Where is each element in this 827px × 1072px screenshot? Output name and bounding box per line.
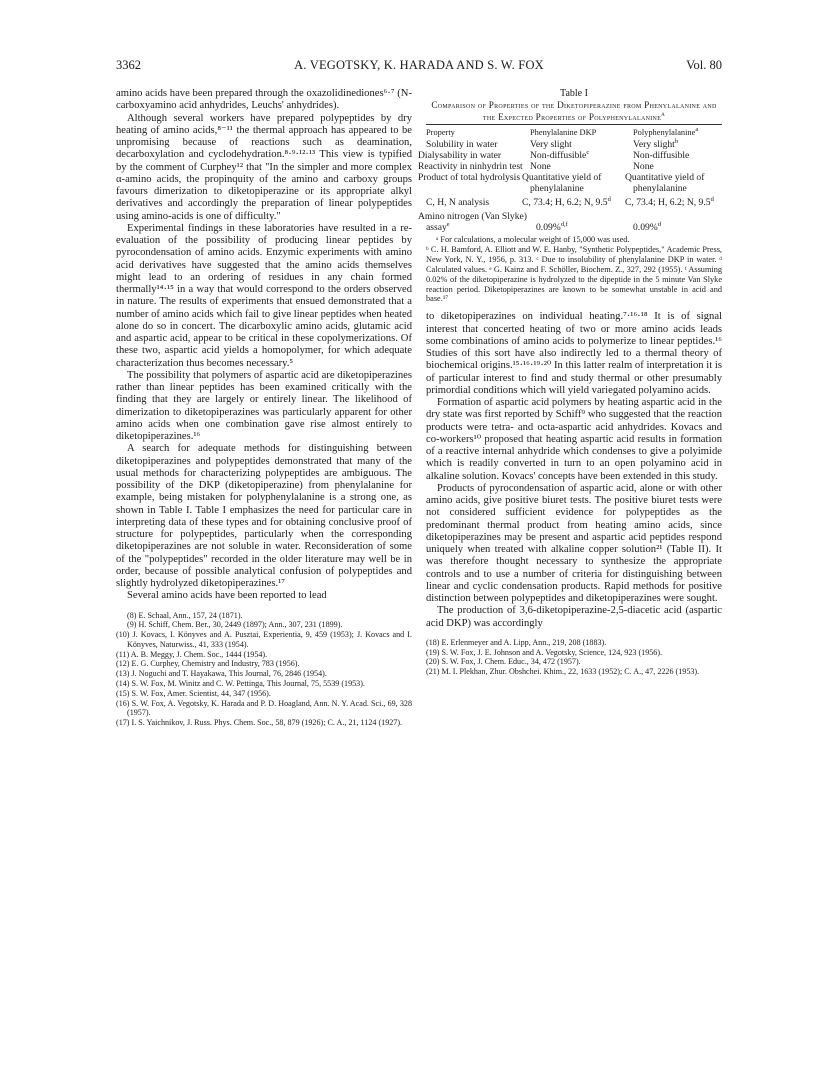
table-footnote: ᵃ For calculations, a molecular weight of 15,000 was used.: [436, 235, 630, 244]
paragraph: to diketopiperazines on individual heating.⁷·¹⁶·¹⁸ It is of signal interest that concerted heating of two or more amino acids leads some combinations of amino acids to polymerize to linear peptides.¹⁶ Studies of this sort have also indirectly led to a thermal theory of biochemical origins.¹⁵·¹⁶·¹⁹·²⁰ In this latter realm of interpretation it is of particular interest to find and study thermal or other presumably primordial conditions which will yield variegated polyamino acids.: [426, 311, 722, 396]
table-cell: Quantitative yield of phenylalanine: [522, 172, 602, 194]
paragraph: The possibility that polymers of aspartic acid are diketopiperazines rather than linear peptides has been examined critically with the finding that they are largely or entirely linear. The likelihood of dimerization to diketopiperazines was particularly apparent for other amino acids when one combination gave rise almost entirely to diketopiperazines.¹⁶: [116, 369, 412, 442]
paragraph: Experimental findings in these laboratories have resulted in a re-evaluation of the possibility of producing linear peptides by pyrocondensation of amino acids. Enzymic experiments with amino acid derivatives have suggested that the amino acids themselves might lead to an ordering of residues in any chain formed thermally¹⁴·¹⁵ in a way that would correspond to the orders observed in nature. The results of experiments that ensued demonstrated that a number of amino acids which fail to give linear peptides when heated alone do so in concert. The dicarboxylic amino acids, glutamic acid and aspartic acid, appear to be critical in these copolymerizations. Of these two, aspartic acid yields a homopolymer, for which adequate characterization thus becomes necessary.⁵: [116, 222, 412, 369]
table-cell: Non-diffusible$^c$: [530, 148, 590, 161]
table-footnote: ᵉ G. Kainz and F. Schöller, Biochem. Z., 327, 292 (1955).: [489, 264, 683, 274]
paragraph: amino acids have been prepared through the oxazolidinediones⁶·⁷ (N-carboxyamino acid anhydrides, Leuchs' anhydrides).: [116, 88, 412, 112]
table-row: [426, 139, 722, 150]
page-number: 3362: [116, 58, 141, 72]
table-row: [426, 161, 722, 172]
references-right: [426, 638, 722, 677]
table-row: [426, 194, 722, 208]
table-rule: [426, 124, 722, 125]
table-header: Phenylalanine DKP: [530, 128, 597, 137]
table-cell: C, 73.4; H, 6.2; N, 9.5$^d$: [522, 195, 611, 208]
paragraph: Products of pyrocondensation of aspartic acid, alone or with other amino acids, give positive biuret tests. The positive biuret tests were not considered sufficient evidence for polypeptides as the predominant thermal product from heating amino acids, since diketopiperazines may be present and aspartic acid peptides respond uniquely when treated with alkaline copper solution²¹ (Table II). It was therefore thought necessary to synthesize the appropriate controls and to use a number of criteria for distinguishing between linear and cyclic condensation products. Rapid methods for positive distinction between polypeptides and diketopiperazines were sought.: [426, 482, 722, 605]
paragraph: Formation of aspartic acid polymers by heating aspartic acid in the dry state was first reported by Schiff⁹ who suggested that the reaction products were tetra- and octa-aspartic acid anhydrides. Kovacs and co-workers¹⁰ proposed that heating aspartic acid results in formation of a reactive internal anhydride which condenses to give a polyimide which is readily converted in turn to an open polyamino acid in alkaline solution. Kovacs' concepts have been extended in this study.: [426, 397, 722, 482]
table-title: Table I: [560, 88, 588, 99]
table-cell: Non-diffusible: [633, 150, 690, 161]
table-cell: Solubility in water: [426, 139, 498, 150]
table-row: [426, 150, 722, 161]
reference: (20) S. W. Fox, J. Chem. Educ., 34, 472 (1957).: [426, 657, 581, 667]
reference: (16) S. W. Fox, A. Vegotsky, K. Harada and P. D. Hoagland, Ann. N. Y. Acad. Sci., 69, 328 (1957).: [116, 698, 412, 718]
table-cell: Amino nitrogen (Van Slyke) assay$^e$: [418, 211, 527, 233]
table-cell: Very slight$^b$: [633, 137, 679, 150]
comparison-table: [418, 126, 722, 233]
reference: (11) A. B. Meggy, J. Chem. Soc., 1444 (1954).: [116, 649, 268, 659]
paragraph: A search for adequate methods for distinguishing between diketopiperazines and polypeptides demonstrated that many of the usual methods for characterizing polypeptides are ambiguous. The possibility of the DKP (diketopiperazine) from phenylalanine for example, being mistaken for polyphenylalanine is a strong one, as shown in Table I. Table I emphasizes the need for particular care in interpreting data of these types and for obtaining conclusive proof of structure for polypeptides, particularly when the corresponding diketopiperazines are not soluble in water. Reconsideration of some of the "polypeptides" recorded in the older literature may well be in order, because of possible analytical confusion of polypeptides and slightly hydrolyzed diketopiperazines.¹⁷: [116, 443, 412, 589]
table-header: Polyphenylalanine$^a$: [633, 126, 699, 137]
table-footnote: ᶠ Assuming 0.02% of the diketopiperazine is hydrolyzed to the dipeptide in the 5 minute Van Slyke reaction period. Diketopiperazines are known to be somewhat unstable in acid and base.¹⁷: [426, 264, 723, 304]
paragraph: The production of 3,6-diketopiperazine-2,5-diacetic acid (aspartic acid DKP) was accordingly: [426, 605, 722, 629]
table-cell: Dialysability in water: [418, 150, 502, 161]
table-cell: Product of total hydrolysis: [418, 172, 521, 183]
table-cell: None: [530, 161, 551, 172]
table-footnote: ᵇ C. H. Bamford, A. Elliott and W. E. Hanby, "Synthetic Polypeptides," Academic Press, New York, N. Y., 1956, p. 313.: [426, 244, 722, 264]
reference: (18) E. Erlenmeyer and A. Lipp, Ann., 219, 208 (1883).: [426, 637, 607, 647]
paragraph: Although several workers have prepared polypeptides by dry heating of amino acids,⁸⁻¹¹ the thermal approach has appeared to be unpromising because of reactions such as deamination, decarboxylation and cyclodehydration.⁸·⁹·¹²·¹³ This view is typified by the comment of Curphey¹² that "In the simpler and more complex α-amino acids, the propinquity of the amino and carboxy groups favours dimerization to diketopiperazine or its appropriate alkyl derivatives and accordingly the preparation of linear polypeptides using amino-acids is one of difficulty.": [116, 112, 412, 222]
table-cell: C, H, N analysis: [426, 197, 490, 208]
table-footnote: ᶜ Due to insolubility of phenylalanine DKP in water.: [536, 254, 717, 264]
volume-label: Vol. 80: [686, 58, 722, 72]
right-column: [418, 88, 723, 677]
left-column: [116, 88, 412, 728]
reference: (13) J. Noguchi and T. Hayakawa, This Journal, 76, 2846 (1954).: [116, 669, 327, 679]
page-header: [116, 58, 722, 76]
table-footnote-group: [426, 245, 722, 304]
table-cell: C, 73.4; H, 6.2; N, 9.5$^d$: [625, 195, 714, 208]
table-row: [426, 208, 722, 233]
table-caption: Comparison of Properties of the Diketopiperazine from Phenylalanine and the Expected Properties of Polyphenylalanine$^a$: [431, 100, 717, 122]
reference: (9) H. Schiff, Chem. Ber., 30, 2449 (1897); Ann., 307, 231 (1899).: [127, 620, 343, 630]
table-block: [418, 88, 723, 304]
table-footnote: ᵈ Calculated values.: [426, 254, 723, 274]
reference: (17) I. S. Yaichnikov, J. Russ. Phys. Chem. Soc., 58, 879 (1926); C. A., 21, 1124 (1927).: [116, 718, 403, 728]
table-cell: 0.09%$^d$: [633, 220, 662, 233]
reference: (12) E. G. Curphey, Chemistry and Industry, 783 (1956).: [116, 659, 300, 669]
table-header: Property: [426, 128, 455, 137]
table-cell: Reactivity in ninhydrin test: [418, 161, 523, 172]
paragraph: Several amino acids have been reported to lead: [127, 590, 327, 602]
table-cell: 0.09%$^{d,f}$: [536, 220, 568, 233]
reference: (10) J. Kovacs, I. Könyves and A. Pusztai, Experientia, 9, 459 (1953); J. Kovacs and I. Könyves, Naturwiss., 41, 333 (1954).: [116, 630, 412, 649]
reference: (8) E. Schaal, Ann., 157, 24 (1871).: [127, 610, 243, 620]
table-cell: Very slight: [530, 139, 572, 150]
running-authors: A. VEGOTSKY, K. HARADA AND S. W. FOX: [294, 58, 544, 72]
reference: (15) S. W. Fox, Amer. Scientist, 44, 347 (1956).: [116, 688, 271, 698]
table-cell: Quantitative yield of phenylalanine: [625, 172, 705, 194]
reference: (14) S. W. Fox, M. Winitz and C. W. Pettinga, This Journal, 75, 5539 (1953).: [116, 679, 365, 689]
reference: (19) S. W. Fox, J. E. Johnson and A. Vegotsky, Science, 124, 923 (1956).: [426, 647, 663, 657]
reference: (21) M. I. Plekhan, Zhur. Obshchei. Khim., 22, 1633 (1952); C. A., 47, 2226 (1953).: [426, 667, 700, 677]
table-row: [426, 172, 722, 194]
table-cell: None: [633, 161, 654, 172]
references-left: [116, 611, 412, 729]
table-footnotes: [426, 235, 722, 304]
